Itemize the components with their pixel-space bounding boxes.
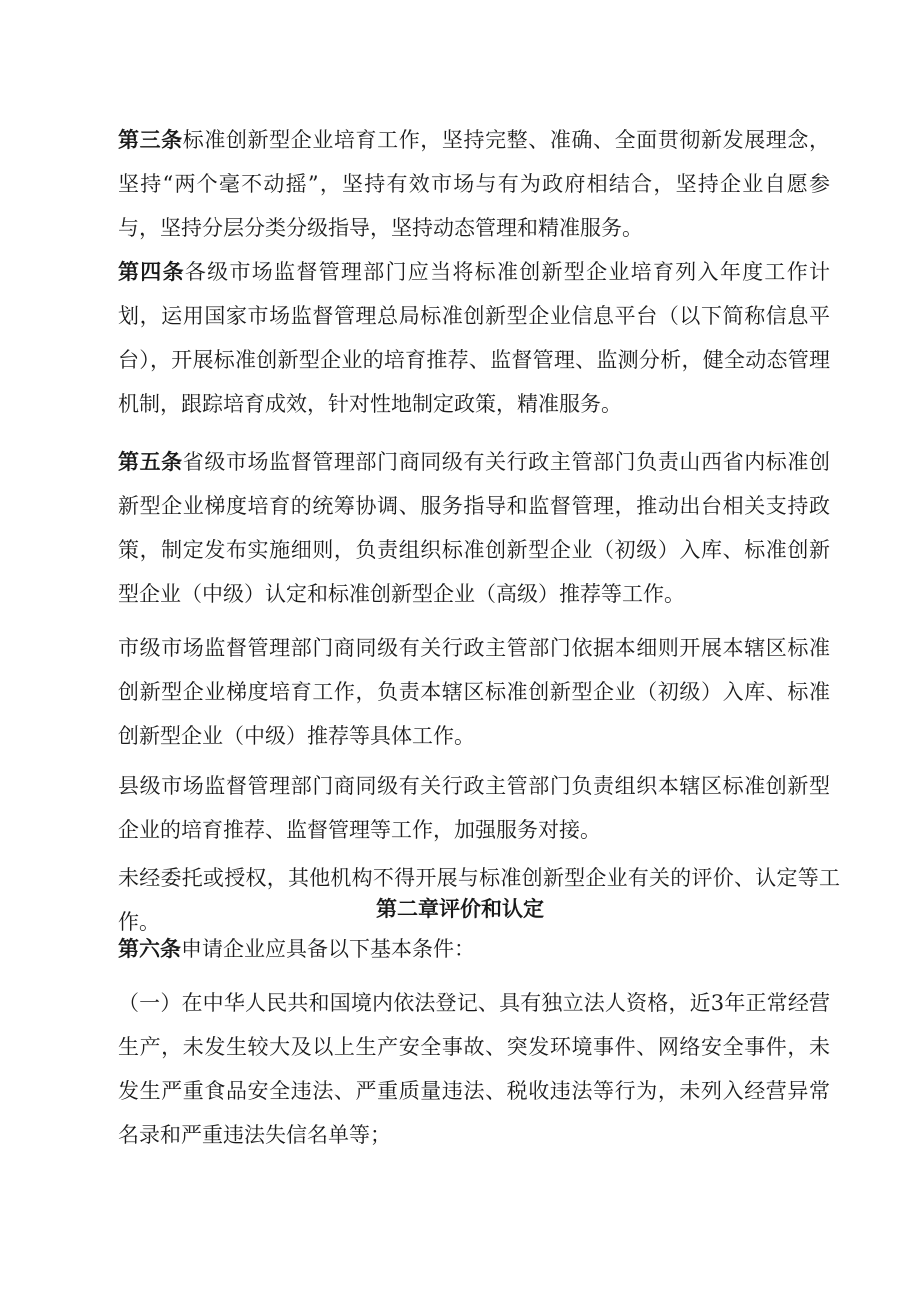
chapter-heading: 第二章评价和认定 [376,896,544,921]
article-5-paragraph-4: 未经委托或授权，其他机构不得开展与标准创新型企业有关的评价、认定等工作。 [118,866,840,934]
article-4 [118,250,830,426]
article-6-text: 申请企业应具备以下基本条件： [181,937,475,961]
article-4-text: 各级市场监督管理部门应当将标准创新型企业培育列入年度工作计划，运用国家市场监督管理总局标准创新型企业信息平台（以下简称信息平台），开展标准创新型企业的培育推荐、监督管理、监测分析，健全动态管理机制，跟踪培育成效，针对性地制定政策，精准服务。 [118,260,831,416]
article-5-text: 省级市场监督管理部门商同级有关行政主管部门负责山西省内标准创新型企业梯度培育的统筹协调、服务指导和监督管理，推动出台相关支持政策，制定发布实施细则，负责组织标准创新型企业（初级）入库、标准创新型企业（中级）认定和标准创新型企业（高级）推荐等工作。 [118,450,830,606]
article-5-lead: 第五条 [118,449,183,474]
article-3 [118,118,830,250]
article-5 [118,440,830,616]
article-6 [118,927,830,971]
article-6-lead: 第六条 [118,936,181,961]
article-3-text: 标准创新型企业培育工作，坚持完整、准确、全面贯彻新发展理念，坚持“两个毫不动摇”，坚持有效市场与有为政府相结合，坚持企业自愿参与，坚持分层分类分级指导，坚持动态管理和精准服务。 [118,128,830,240]
article-5-paragraph-2: 市级市场监督管理部门商同级有关行政主管部门依据本细则开展本辖区标准创新型企业梯度培育工作，负责本辖区标准创新型企业（初级）入库、标准创新型企业（中级）推荐等具体工作。 [118,636,830,748]
article-4-lead: 第四条 [118,259,185,284]
article-6-item-1: （一）在中华人民共和国境内依法登记、具有独立法人资格，近3年正常经营生产，未发生较大及以上生产安全事故、突发环境事件、网络安全事件，未发生严重食品安全违法、严重质量违法、税收违法等行为，未列入经营异常名录和严重违法失信名单等； [118,991,830,1147]
article-3-lead: 第三条 [118,127,183,152]
article-5-paragraph-3: 县级市场监督管理部门商同级有关行政主管部门负责组织本辖区标准创新型企业的培育推荐、监督管理等工作，加强服务对接。 [118,774,830,842]
